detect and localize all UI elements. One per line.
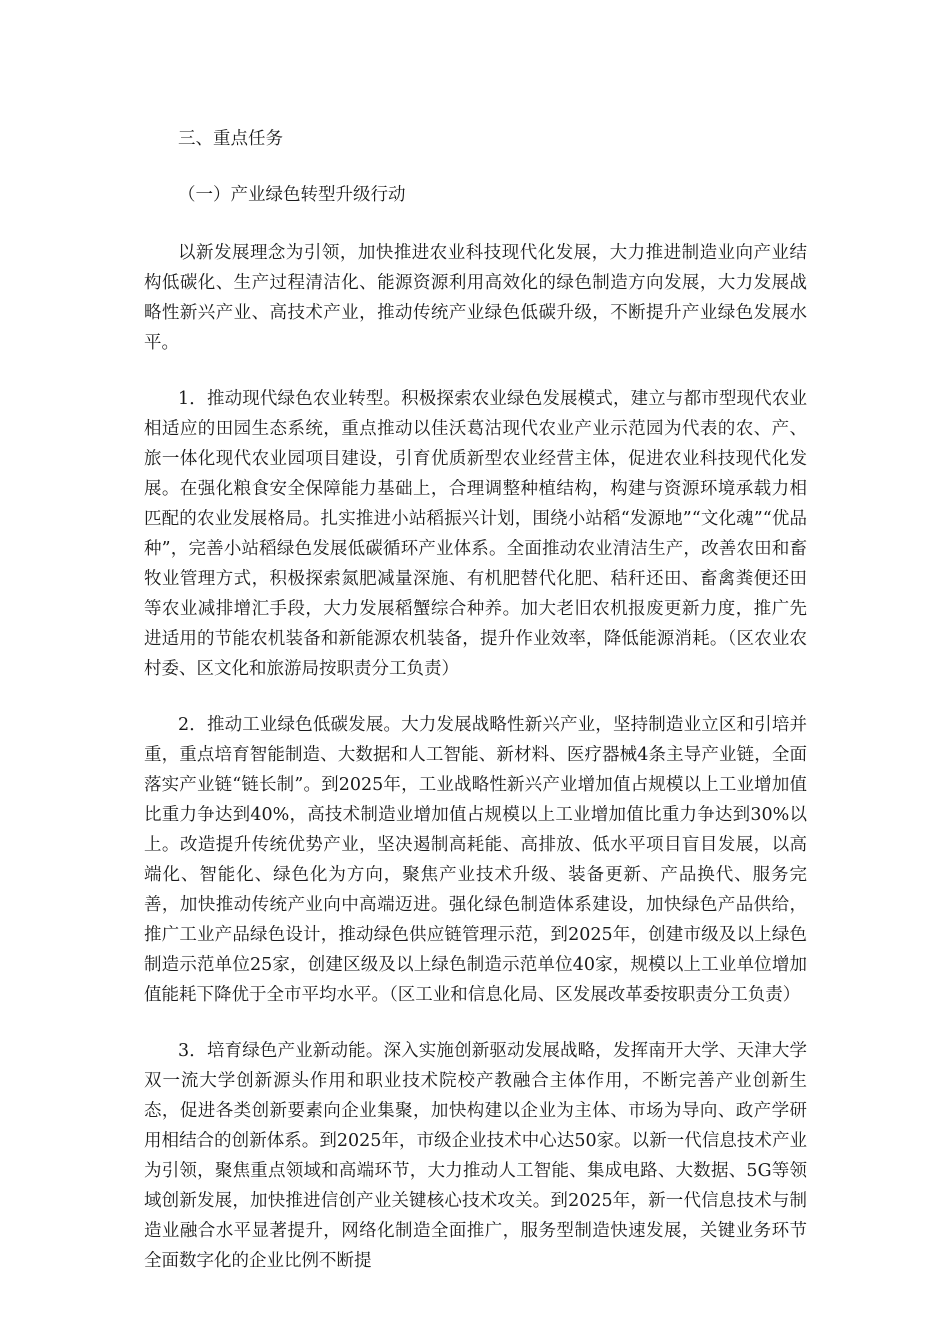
paragraph-agriculture: 1．推动现代绿色农业转型。积极探索农业绿色发展模式，建立与都市型现代农业相适应的田园生态系统，重点推动以佳沃葛沽现代农业产业示范园为代表的农、产、旅一体化现代农业园项目建设，引育优质新型农业经营主体，促进农业科技现代化发展。在强化粮食安全保障能力基础上，合理调整种植结构，构建与资源环境承载力相匹配的农业发展格局。扎实推进小站稻振兴计划，围绕小站稻“发源地”“文化魂”“优品种”，完善小站稻绿色发展低碳循环产业体系。全面推动农业清洁生产，改善农田和畜牧业管理方式，积极探索氮肥减量深施、有机肥替代化肥、秸秆还田、畜禽粪便还田等农业减排增汇手段，大力发展稻蟹综合种养。加大老旧农机报废更新力度，推广先进适用的节能农机装备和新能源农机装备，提升作业效率，降低能源消耗。（区农业农村委、区文化和旅游局按职责分工负责） — [144, 389, 807, 679]
paragraph-industry: 2．推动工业绿色低碳发展。大力发展战略性新兴产业，坚持制造业立区和引培并重，重点培育智能制造、大数据和人工智能、新材料、医疗器械4条主导产业链，全面落实产业链“链长制”。到2025年，工业战略性新兴产业增加值占规模以上工业增加值比重力争达到40%，高技术制造业增加值占规模以上工业增加值比重力争达到30%以上。改造提升传统优势产业，坚决遏制高耗能、高排放、低水平项目盲目发展，以高端化、智能化、绿色化为方向，聚焦产业技术升级、装备更新、产品换代、服务完善，加快推动传统产业向中高端迈进。强化绿色制造体系建设，加快绿色产品供给，推广工业产品绿色设计，推动绿色供应链管理示范，到2025年，创建市级及以上绿色制造示范单位25家，创建区级及以上绿色制造示范单位40家，规模以上工业单位增加值能耗下降优于全市平均水平。（区工业和信息化局、区发展改革委按职责分工负责） — [144, 715, 807, 1005]
subsection-title: （一）产业绿色转型升级行动 — [178, 185, 406, 205]
intro-paragraph: 以新发展理念为引领，加快推进农业科技现代化发展，大力推进制造业向产业结构低碳化、生产过程清洁化、能源资源利用高效化的绿色制造方向发展，大力发展战略性新兴产业、高技术产业，推动传统产业绿色低碳升级，不断提升产业绿色发展水平。 — [144, 243, 807, 353]
paragraph-new-drivers: 3．培育绿色产业新动能。深入实施创新驱动发展战略，发挥南开大学、天津大学双一流大学创新源头作用和职业技术院校产教融合主体作用，不断完善产业创新生态，促进各类创新要素向企业集聚，加快构建以企业为主体、市场为导向、政产学研用相结合的创新体系。到2025年，市级企业技术中心达50家。以新一代信息技术产业为引领，聚焦重点领域和高端环节，大力推动人工智能、集成电路、大数据、5G等领域创新发展，加快推进信创产业关键核心技术攻关。到2025年，新一代信息技术与制造业融合水平显著提升，网络化制造全面推广，服务型制造快速发展，关键业务环节全面数字化的企业比例不断提 — [144, 1041, 807, 1271]
section-title: 三、重点任务 — [178, 129, 283, 149]
document-body — [144, 124, 807, 1276]
